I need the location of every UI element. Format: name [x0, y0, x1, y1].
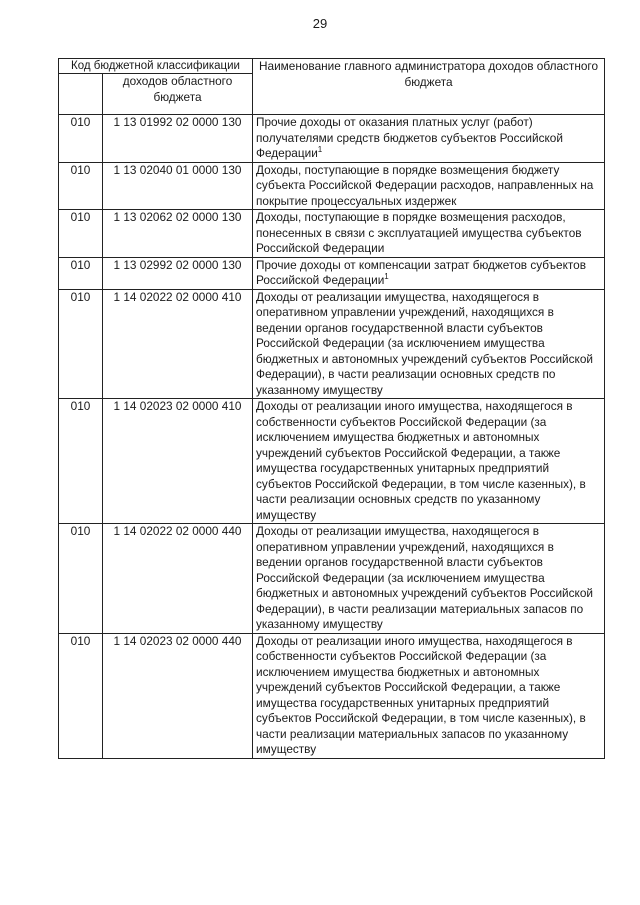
table-row	[59, 289, 605, 399]
revenue-code-cell: 1 13 01992 02 0000 130	[103, 115, 253, 163]
revenue-name-cell	[253, 257, 605, 289]
admin-code-cell: 010	[59, 399, 103, 524]
table-body	[59, 115, 605, 759]
revenue-name-cell	[253, 289, 605, 399]
admin-code-cell: 010	[59, 633, 103, 758]
header-admin-code-cell	[59, 74, 103, 115]
revenue-code-cell: 1 13 02062 02 0000 130	[103, 210, 253, 258]
admin-code-cell: 010	[59, 524, 103, 634]
revenue-name-cell	[253, 524, 605, 634]
table-row	[59, 115, 605, 163]
table-row	[59, 257, 605, 289]
admin-code-cell: 010	[59, 257, 103, 289]
revenue-name-cell	[253, 210, 605, 258]
revenue-name-text: Доходы от реализации имущества, находящегося в оперативном управлении учреждений, находящихся в ведении органов государственной власти субъектов Российской Федерации (за исключением имущества бюджетных и автономных учреждений субъектов Российской Федерации), в части реализации материальных запасов по указанному имуществу	[256, 524, 593, 631]
page-number: 29	[312, 16, 328, 31]
revenue-code-cell: 1 13 02040 01 0000 130	[103, 162, 253, 210]
admin-code-cell: 010	[59, 210, 103, 258]
revenue-code-cell: 1 14 02023 02 0000 410	[103, 399, 253, 524]
header-administrator-name: Наименование главного администратора доходов областного бюджета	[253, 59, 605, 115]
footnote-marker: 1	[317, 145, 323, 155]
revenue-code-cell: 1 14 02022 02 0000 410	[103, 289, 253, 399]
header-classification-code: Код бюджетной классификации	[59, 59, 253, 74]
table-header	[59, 59, 605, 115]
admin-code-cell: 010	[59, 115, 103, 163]
table-row	[59, 399, 605, 524]
revenue-name-text: Доходы от реализации имущества, находящегося в оперативном управлении учреждений, находящихся в ведении органов государственной власти субъектов Российской Федерации (за исключением имущества бюджетных и автономных учреждений субъектов Российской Федерации), в части реализации основных средств по указанному имуществу	[256, 289, 593, 397]
revenue-name-cell	[253, 162, 605, 210]
revenue-name-cell	[253, 633, 605, 758]
revenue-name-text: Доходы, поступающие в порядке возмещения бюджету субъекта Российской Федерации расходов, направленных на покрытие процессуальных издержек	[256, 162, 594, 208]
admin-code-cell: 010	[59, 289, 103, 399]
table-row	[59, 524, 605, 634]
revenue-name-cell	[253, 115, 605, 163]
footnote-marker: 1	[384, 272, 389, 282]
table-row	[59, 633, 605, 758]
revenue-name-text: Доходы от реализации иного имущества, находящегося в собственности субъектов Российской Федерации (за исключением имущества бюджетных и автономных учреждений субъектов Российской Федерации, а также имущества государственных унитарных предприятий субъектов Российской Федерации, в том числе казенных), в части реализации материальных запасов по указанному имуществу	[256, 633, 586, 756]
revenue-code-cell: 1 14 02022 02 0000 440	[103, 524, 253, 634]
admin-code-cell: 010	[59, 162, 103, 210]
revenue-name-text: Прочие доходы от компенсации затрат бюджетов субъектов Российской Федерации	[256, 257, 586, 287]
revenue-name-text: Прочие доходы от оказания платных услуг (работ) получателями средств бюджетов субъектов Российской Федерации	[256, 115, 563, 160]
revenue-code-cell: 1 14 02023 02 0000 440	[103, 633, 253, 758]
revenue-name-cell	[253, 399, 605, 524]
budget-classification-table	[58, 58, 605, 759]
header-revenue-code: доходов областного бюджета	[103, 74, 253, 115]
revenue-name-text: Доходы от реализации иного имущества, находящегося в собственности субъектов Российской Федерации (за исключением имущества бюджетных и автономных учреждений субъектов Российской Федерации, а также имущества государственных унитарных предприятий субъектов Российской Федерации, в том числе казенных), в части реализации основных средств по указанному имуществу	[256, 399, 586, 522]
revenue-name-text: Доходы, поступающие в порядке возмещения расходов, понесенных в связи с эксплуатацией имущества субъектов Российской Федерации	[256, 210, 582, 255]
table-row	[59, 210, 605, 258]
table-row	[59, 162, 605, 210]
revenue-code-cell: 1 13 02992 02 0000 130	[103, 257, 253, 289]
